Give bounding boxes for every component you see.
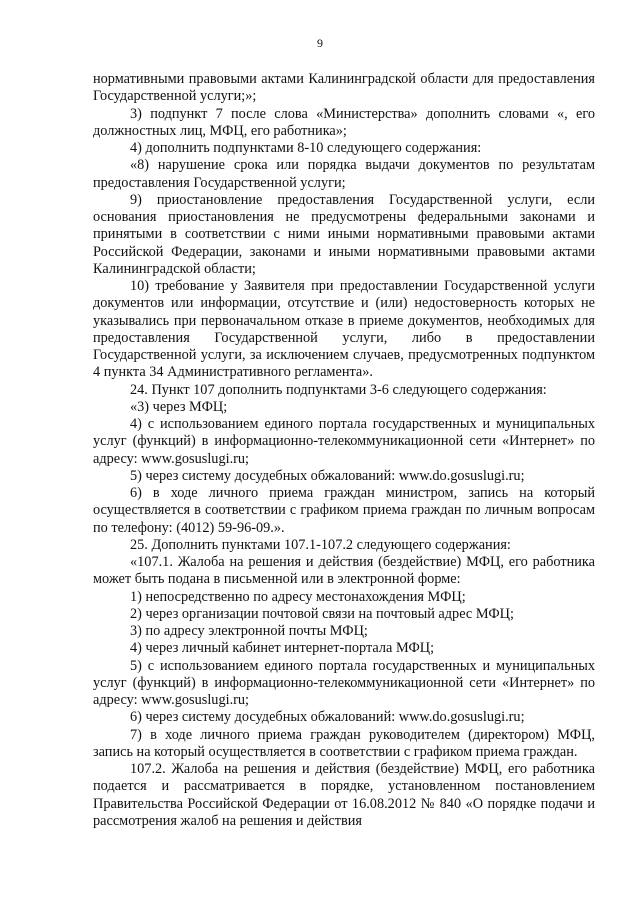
- paragraph: 5) через систему досудебных обжалований: www.do.gosuslugi.ru;: [130, 467, 525, 484]
- paragraph: 7) в ходе личного приема граждан руководителем (директором) МФЦ, запись на который осуществляется в соответствии с графиком приема граждан.: [93, 726, 595, 760]
- paragraph: 107.2. Жалоба на решения и действия (бездействие) МФЦ, его работника подается и рассматривается в порядке, установленном постановлением Правительства Российской Федерации от 16.08.2012 № 840 «О порядке подачи и рассмотрения жалоб на решения и действия: [93, 761, 595, 829]
- paragraph: 6) в ходе личного приема граждан министром, запись на который осуществляется в соответствии с графиком приема граждан по личным вопросам по телефону: (4012) 59-96-09.».: [93, 485, 595, 536]
- paragraph: «3) через МФЦ;: [130, 398, 228, 415]
- page-number: 9: [317, 36, 323, 50]
- paragraph: «8) нарушение срока или порядка выдачи документов по результатам предоставления Государственной услуги;: [93, 157, 595, 191]
- paragraph: 3) подпункт 7 после слова «Министерства» дополнить словами «, его должностных лиц, МФЦ, его работника»;: [93, 105, 595, 139]
- paragraph: 1) непосредственно по адресу местонахождения МФЦ;: [130, 588, 466, 605]
- paragraph: 4) дополнить подпунктами 8-10 следующего содержания:: [130, 140, 482, 156]
- paragraph: 4) через личный кабинет интернет-портала МФЦ;: [130, 640, 435, 657]
- paragraph: 5) с использованием единого портала государственных и муниципальных услуг (функций) в информационно-телекоммуникационной сети «Интернет» по адресу: www.gosuslugi.ru;: [93, 657, 595, 708]
- paragraph: «107.1. Жалоба на решения и действия (бездействие) МФЦ, его работника может быть подана в письменной или в электронной форме:: [93, 554, 595, 588]
- paragraph: 6) через систему досудебных обжалований: www.do.gosuslugi.ru;: [130, 709, 525, 726]
- paragraph: нормативными правовыми актами Калининградской области для предоставления Государственной услуги;»;: [93, 71, 595, 105]
- paragraph: 4) с использованием единого портала государственных и муниципальных услуг (функций) в информационно-телекоммуникационной сети «Интернет» по адресу: www.gosuslugi.ru;: [93, 416, 595, 467]
- paragraph: 9) приостановление предоставления Государственной услуги, если основания приостановления не предусмотрены федеральными законами и принятыми в соответствии с ними иными нормативными правовыми актами Российской Федерации, законами и иными нормативными правовыми актами Калининградской области;: [93, 191, 595, 277]
- paragraph: 10) требование у Заявителя при предоставлении Государственной услуги документов или информации, отсутствие и (или) недостоверность которых не указывались при первоначальном отказе в приеме документов, необходимых для предоставления Государственной услуги, либо в предоставлении Государственной услуги, за исключением случаев, предусмотренных подпунктом 4 пункта 34 Административного регламента».: [93, 278, 595, 381]
- paragraph: 2) через организации почтовой связи на почтовый адрес МФЦ;: [130, 605, 514, 622]
- paragraph: 25. Дополнить пунктами 107.1-107.2 следующего содержания:: [130, 536, 511, 553]
- document-body: [93, 71, 595, 830]
- paragraph: 24. Пункт 107 дополнить подпунктами 3-6 следующего содержания:: [130, 381, 547, 398]
- paragraph: 3) по адресу электронной почты МФЦ;: [130, 623, 368, 639]
